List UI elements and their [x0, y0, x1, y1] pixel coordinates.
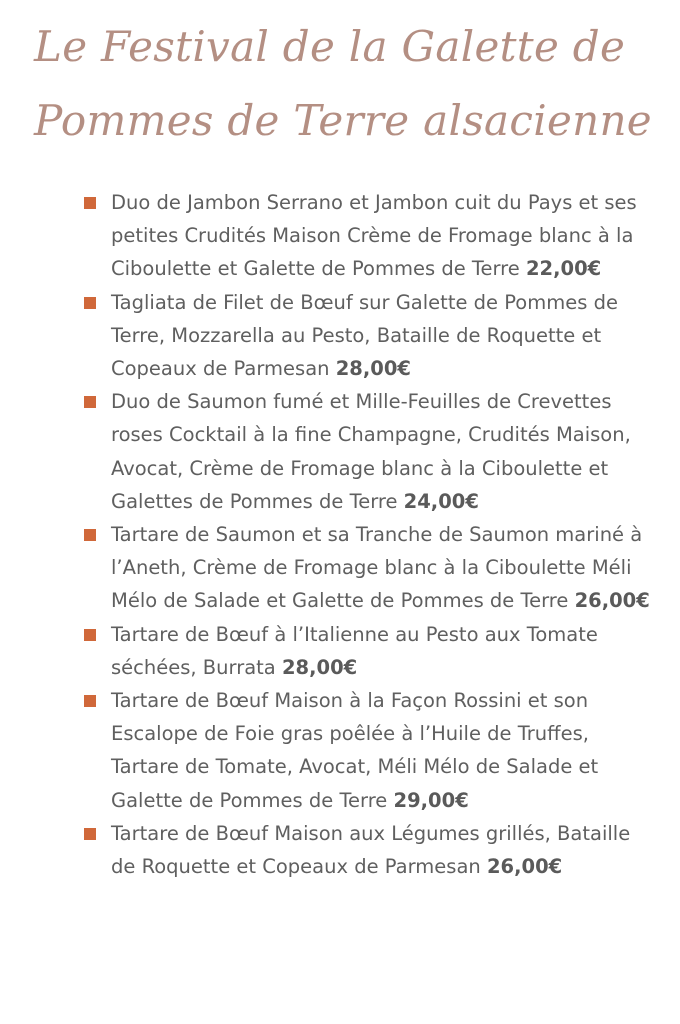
menu-item-text: Tartare de Bœuf Maison aux Légumes grillés, Bataille de Roquette et Copeaux de Parmesan	[111, 821, 631, 879]
square-bullet-icon	[84, 629, 96, 641]
menu-item-price: 28,00€	[281, 655, 358, 679]
menu-item-price: 24,00€	[403, 489, 479, 513]
menu-item-price: 28,00€	[335, 357, 411, 381]
menu-item-price: 26,00€	[574, 589, 650, 613]
menu-item-text: Tartare de Bœuf à l’Italienne au Pesto aux Tomate séchées, Burrata	[111, 622, 598, 679]
menu-item-text: Tagliata de Filet de Bœuf sur Galette de Pommes de Terre, Mozzarella au Pesto, Bataille de Roquette et Copeaux de Parmesan	[111, 290, 618, 381]
menu-item	[0, 385, 680, 518]
menu-item-text: Duo de Saumon fumé et Mille-Feuilles de Crevettes roses Cocktail à la fine Champagne, Crudités Maison, Avocat, Crème de Fromage blanc à la Ciboulette et Galettes de Pommes de Terre	[111, 390, 631, 513]
title-line-1: Le Festival de la Galette de	[34, 22, 626, 71]
menu-item-price: 29,00€	[393, 788, 469, 812]
square-bullet-icon	[84, 297, 96, 309]
menu-item-price: 26,00€	[486, 855, 563, 879]
menu-item	[0, 186, 680, 286]
square-bullet-icon	[84, 828, 96, 840]
page-title	[34, 10, 654, 158]
square-bullet-icon	[84, 197, 96, 209]
menu-item-price: 22,00€	[525, 257, 602, 281]
square-bullet-icon	[84, 695, 96, 707]
menu-item	[0, 618, 680, 684]
menu-list	[0, 186, 680, 883]
menu-item	[0, 286, 680, 386]
menu-item-text: Tartare de Saumon et sa Tranche de Saumon mariné à l’Aneth, Crème de Fromage blanc à la Ciboulette Méli Mélo de Salade et Galette de Pommes de Terre	[111, 523, 643, 613]
menu-item-text: Tartare de Bœuf Maison à la Façon Rossini et son Escalope de Foie gras poêlée à l’Huile de Truffes, Tartare de Tomate, Avocat, Méli Mélo de Salade et Galette de Pommes de Terre	[111, 689, 599, 812]
title-line-2: Pommes de Terre alsacienne	[34, 96, 652, 145]
menu-item	[0, 817, 680, 883]
menu-item-text: Duo de Jambon Serrano et Jambon cuit du Pays et ses petites Crudités Maison Crème de Fromage blanc à la Ciboulette et Galette de Pommes de Terre	[111, 191, 637, 281]
menu-item	[0, 684, 680, 817]
square-bullet-icon	[84, 396, 96, 408]
menu-item	[0, 518, 680, 618]
square-bullet-icon	[84, 529, 96, 541]
